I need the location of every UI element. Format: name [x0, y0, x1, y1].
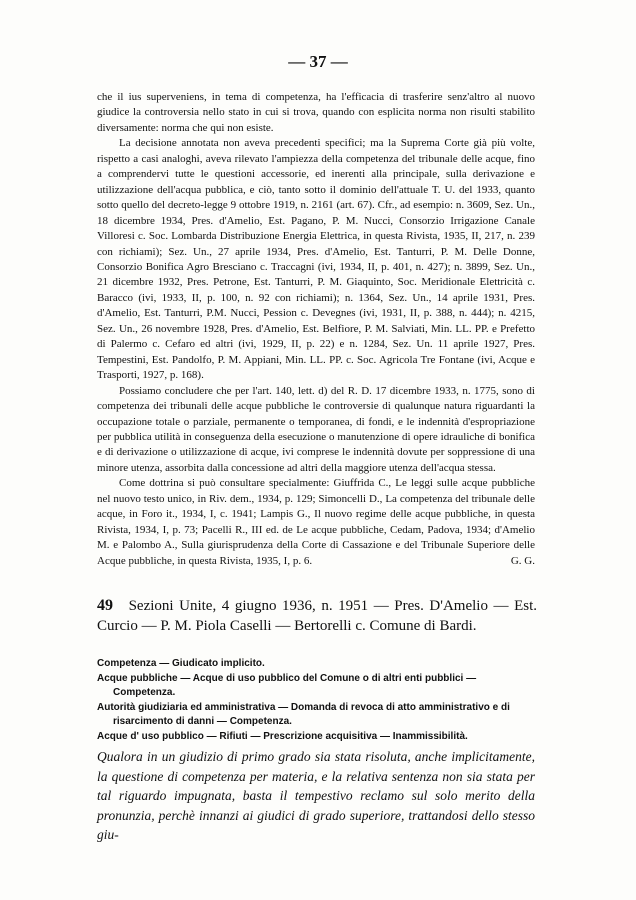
author-signature: G. G.: [510, 554, 535, 567]
subject-headings: [97, 657, 537, 745]
paragraph-2: La decisione annotata non aveva precedenti specifici; ma la Suprema Corte già più volte, rispetto a casi analoghi, aveva rilevato l'ampiezza della competenza del tribunale delle acque, fino a comprendervi tutte le questioni accessorie, ed inerenti alla principale, sulla derivazione e utilizzazione dell'acqua pubblica, e ciò, tanto sotto il dominio dell'attuale T. U. del 1933, quanto sotto quello del decreto-legge 9 ottobre 1919, n. 2161 (art. 67). Cfr., ad esempio: n. 3609, Sez. Un., 18 dicembre 1934, Pres. d'Amelio, Est. Pagano, P. M. Nucci, Consorzio Irrigazione Canale Villoresi c. Soc. Lombarda Distribuzione Energia Elettrica, in questa Rivista, 1935, II, 217, n. 239 con richiami); Sez. Un., 27 aprile 1934, Pres. d'Amelio, Est. Tanturri, P. M. Delle Donne, Consorzio Bonifica Agro Bresciano c. Traccagni (ivi, 1934, II, p. 401, n. 427); n. 3899, Sez. Un., 21 dicembre 1932, Pres. Petrone, Est. Tanturri, P. M. Giaquinto, Soc. Meridionale Elettricità c. Baracco (ivi, 1933, II, p. 100, n. 92 con richiami); n. 1364, Sez. Un., 14 aprile 1931, Pres. d'Amelio, Est. Tanturri, P.M. Nucci, Pession c. Devegnes (ivi, 1931, II, p. 388, n. 444); n. 4215, Sez. Un., 26 novembre 1928, Pres. d'Amelio, Est. Belfiore, P. M. Salviati, Min. LL. PP. e Prefetto di Palermo c. Cefaro ed altri (ivi, 1929, II, p. 22) e n. 1284, Sez. Un. 11 aprile 1927, Pres. Tempestini, Est. Pandolfo, P. M. Appiani, Min. LL. PP. c. Soc. Agricola Tre Fontane (ivi, Acque e Trasporti, 1927, p. 168).: [97, 137, 535, 382]
heading-item: Competenza — Giudicato implicito.: [97, 658, 265, 669]
maxim-text: Qualora in un giudizio di primo grado sia stata risoluta, anche implicitamente, la questione di competenza per materia, e la relativa sentenza non sia stata per tal riguardo impugnata, basta il tempestivo reclamo sul solo merito della pronunzia, perchè innanzi ai giudici di grado superiore, trattandosi dello stesso giu-: [97, 749, 535, 842]
case-citation: Sezioni Unite, 4 giugno 1936, n. 1951 — Pres. D'Amelio — Est. Curcio — P. M. Piola Caselli — Bertorelli c. Comune di Bardi.: [97, 598, 537, 634]
paragraph-3: Possiamo concludere che per l'art. 140, lett. d) del R. D. 17 dicembre 1933, n. 1775, sono di competenza dei tribunali delle acque pubbliche le controversie di qualunque natura riguardanti la occupazione totale o parziale, permanente o temporanea, di fondi, e le indennità d'espropriazione per pubblica utilità in conseguenza della esecuzione o manutenzione di opere idrauliche di bonifica e di derivazione o utilizzazione di acque, ivi comprese le indennità dovute per soppressione di una minore utenza, assorbita dalla concessione ad altri della maggiore utenza dell'acqua stessa.: [97, 384, 535, 474]
paragraph-4: [97, 476, 535, 569]
paragraph-4-text: Come dottrina si può consultare specialmente: Giuffrida C., Le leggi sulle acque pubbliche nel nuovo testo unico, in Riv. dem., 1934, p. 129; Simoncelli D., La competenza del tribunale delle acque, in Foro it., 1934, I, c. 1941; Lampis G., Il nuovo regime delle acque pubbliche, in questa Rivista, 1934, I, p. 73; Pacelli R., III ed. de Le acque pubbliche, Cedam, Padova, 1934; d'Amelio M. e Palombo A., Sulla giurisprudenza della Corte di Cassazione e del Tribunale Superiore delle Acque pubbliche, in questa Rivista, 1935, I, p. 6.: [97, 477, 535, 567]
case-number: 49: [97, 597, 113, 614]
case-header: [97, 596, 537, 636]
legal-maxim: [97, 747, 535, 845]
paragraph-1: che il ius superveniens, in tema di competenza, ha l'efficacia di trasferire senz'altro al nuovo giudice la controversia nello stato in cui si trova, quando con esplicita norma non risulti stabilito diversamente: norma che qui non esiste.: [97, 91, 535, 134]
commentary-text: [97, 90, 535, 569]
heading-item: Acque pubbliche — Acque di uso pubblico del Comune o di altri enti pubblici — Competenza.: [97, 672, 477, 699]
page-number: — 37 —: [288, 52, 348, 71]
heading-item: Acque d' uso pubblico — Rifiuti — Prescrizione acquisitiva — Inammissibilità.: [97, 730, 468, 742]
heading-item: Autorità giudiziaria ed amministrativa — Domanda di revoca di atto amministrativo e di risarcimento di danni — Competenza.: [97, 701, 510, 728]
